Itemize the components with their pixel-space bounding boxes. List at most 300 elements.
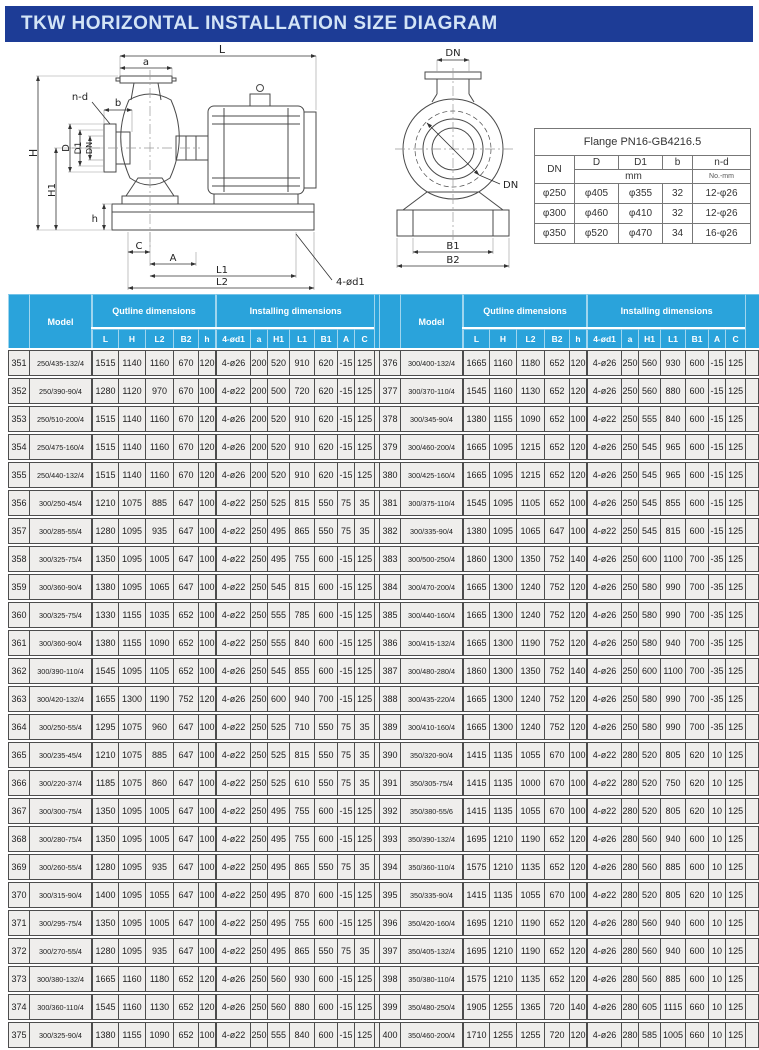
table-row: [8, 350, 383, 376]
value-cell: 670: [173, 434, 198, 460]
table-row: [379, 1022, 759, 1048]
value-cell: 1240: [516, 602, 544, 628]
value-cell: 100: [198, 882, 215, 908]
value-cell: 545: [267, 574, 289, 600]
value-cell: 1095: [118, 854, 145, 880]
row-number: 377: [379, 378, 400, 404]
value-cell: 250: [250, 826, 267, 852]
value-cell: 1665: [462, 434, 489, 460]
flange-unit-nd: No.-mm: [693, 170, 751, 184]
value-cell: 1545: [462, 378, 489, 404]
value-cell: -15: [708, 350, 725, 376]
value-cell: 495: [267, 546, 289, 572]
flange-spec-table: [534, 128, 751, 244]
value-cell: 1350: [91, 798, 118, 824]
value-cell: 1240: [516, 574, 544, 600]
value-cell: 4-ø26: [586, 574, 621, 600]
value-cell: 100: [198, 1022, 215, 1048]
value-cell: 1515: [91, 434, 118, 460]
value-cell: -15: [337, 966, 354, 992]
installing-dimensions-header: Installing dimensions: [215, 294, 374, 327]
dim-label-L2: L2: [216, 277, 228, 288]
value-cell: 555: [267, 630, 289, 656]
flange-cell: φ520: [575, 224, 619, 244]
value-cell: 1710: [462, 1022, 489, 1048]
value-cell: 525: [267, 742, 289, 768]
value-cell: 250: [621, 518, 638, 544]
value-cell: 120: [198, 406, 215, 432]
value-cell: 520: [267, 434, 289, 460]
value-cell: 100: [198, 854, 215, 880]
value-cell: 120: [569, 910, 586, 936]
value-cell: 560: [638, 826, 660, 852]
value-cell: 652: [544, 462, 569, 488]
value-cell: 75: [337, 518, 354, 544]
row-number: 394: [379, 854, 400, 880]
value-cell: 120: [198, 350, 215, 376]
value-cell: 600: [685, 434, 708, 460]
spacer-cell: [745, 798, 759, 824]
value-cell: -15: [337, 994, 354, 1020]
row-number: 371: [8, 910, 29, 936]
value-cell: 4-ø26: [586, 490, 621, 516]
flange-cell: 16-φ26: [693, 224, 751, 244]
value-cell: 1295: [91, 714, 118, 740]
value-cell: 670: [173, 350, 198, 376]
value-cell: 647: [173, 742, 198, 768]
row-number: 393: [379, 826, 400, 852]
value-cell: 1095: [118, 658, 145, 684]
value-cell: 120: [198, 434, 215, 460]
value-cell: 1665: [462, 630, 489, 656]
model-cell: 300/220-37/4: [29, 770, 91, 796]
value-cell: 35: [354, 714, 374, 740]
value-cell: 647: [173, 882, 198, 908]
value-cell: 1160: [489, 350, 516, 376]
value-cell: 1130: [145, 994, 173, 1020]
table-row: [379, 490, 759, 516]
value-cell: 560: [638, 910, 660, 936]
column-header: A: [708, 329, 725, 348]
model-cell: 300/435-220/4: [400, 686, 462, 712]
value-cell: 250: [621, 350, 638, 376]
value-cell: 1095: [489, 462, 516, 488]
value-cell: 885: [145, 742, 173, 768]
value-cell: 1350: [91, 910, 118, 936]
value-cell: 647: [544, 518, 569, 544]
value-cell: 755: [289, 826, 314, 852]
value-cell: 495: [267, 910, 289, 936]
dim-label-h: h: [91, 214, 98, 225]
model-cell: 300/380-132/4: [29, 966, 91, 992]
model-cell: 300/235-45/4: [29, 742, 91, 768]
value-cell: 755: [289, 546, 314, 572]
model-cell: 300/400-132/4: [400, 350, 462, 376]
column-header: L1: [289, 329, 314, 348]
value-cell: 280: [621, 826, 638, 852]
value-cell: 75: [337, 770, 354, 796]
value-cell: 10: [708, 938, 725, 964]
value-cell: 280: [621, 1022, 638, 1048]
value-cell: 125: [725, 966, 745, 992]
value-cell: 125: [354, 1022, 374, 1048]
dim-label-DN-top: DN: [445, 48, 461, 59]
model-cell: 300/390-110/4: [29, 658, 91, 684]
value-cell: 100: [198, 490, 215, 516]
value-cell: 652: [544, 966, 569, 992]
value-cell: 1160: [145, 434, 173, 460]
flange-cell: 12-φ26: [693, 204, 751, 224]
table-row: [8, 938, 383, 964]
table-row: [379, 742, 759, 768]
value-cell: 1380: [91, 630, 118, 656]
value-cell: -35: [708, 714, 725, 740]
value-cell: 1095: [118, 882, 145, 908]
value-cell: 652: [544, 406, 569, 432]
value-cell: 250: [621, 546, 638, 572]
value-cell: 4-ø26: [215, 406, 250, 432]
value-cell: 647: [173, 910, 198, 936]
value-cell: 1575: [462, 854, 489, 880]
flange-col-d1: D1: [619, 156, 663, 170]
value-cell: 620: [685, 798, 708, 824]
value-cell: -15: [708, 518, 725, 544]
row-number: 380: [379, 462, 400, 488]
value-cell: 1545: [91, 994, 118, 1020]
value-cell: 280: [621, 798, 638, 824]
value-cell: 1140: [118, 406, 145, 432]
value-cell: 1210: [489, 966, 516, 992]
model-cell: 300/325-90/4: [29, 1022, 91, 1048]
value-cell: 495: [267, 938, 289, 964]
value-cell: 120: [569, 378, 586, 404]
value-cell: 1860: [462, 658, 489, 684]
column-header: h: [569, 329, 586, 348]
value-cell: 250: [250, 938, 267, 964]
value-cell: 865: [289, 854, 314, 880]
value-cell: 125: [725, 742, 745, 768]
value-cell: 1515: [91, 406, 118, 432]
value-cell: 4-ø22: [586, 518, 621, 544]
value-cell: 965: [660, 434, 685, 460]
table-row: [379, 574, 759, 600]
model-cell: 300/360-90/4: [29, 630, 91, 656]
page-title: TKW HORIZONTAL INSTALLATION SIZE DIAGRAM: [5, 6, 753, 42]
model-cell: 300/360-110/4: [29, 994, 91, 1020]
value-cell: 120: [569, 574, 586, 600]
model-cell: 300/345-90/4: [400, 406, 462, 432]
column-header: L2: [516, 329, 544, 348]
value-cell: 1090: [516, 406, 544, 432]
value-cell: 755: [289, 910, 314, 936]
value-cell: 125: [354, 882, 374, 908]
value-cell: 652: [173, 658, 198, 684]
value-cell: -15: [708, 378, 725, 404]
value-cell: 550: [314, 714, 337, 740]
value-cell: 1035: [145, 602, 173, 628]
value-cell: -15: [708, 490, 725, 516]
value-cell: 250: [250, 546, 267, 572]
value-cell: 250: [250, 994, 267, 1020]
value-cell: 125: [354, 686, 374, 712]
model-cell: 300/335-90/4: [400, 518, 462, 544]
model-cell: 350/405-132/4: [400, 938, 462, 964]
table-row: [379, 658, 759, 684]
column-header: L2: [145, 329, 173, 348]
value-cell: 1655: [91, 686, 118, 712]
value-cell: 120: [569, 462, 586, 488]
dim-label-DN-front: DN: [503, 180, 519, 191]
value-cell: 520: [638, 742, 660, 768]
value-cell: 120: [569, 826, 586, 852]
table-row: [8, 994, 383, 1020]
row-number: 386: [379, 630, 400, 656]
value-cell: 855: [660, 490, 685, 516]
value-cell: 280: [621, 742, 638, 768]
value-cell: 100: [198, 378, 215, 404]
value-cell: 250: [250, 658, 267, 684]
value-cell: 1330: [91, 602, 118, 628]
value-cell: 75: [337, 854, 354, 880]
value-cell: 752: [544, 546, 569, 572]
value-cell: 652: [173, 966, 198, 992]
value-cell: 700: [685, 630, 708, 656]
value-cell: 700: [685, 574, 708, 600]
dimension-table-right: [379, 292, 759, 1050]
column-header: B1: [314, 329, 337, 348]
model-cell: 300/415-132/4: [400, 630, 462, 656]
row-number: 358: [8, 546, 29, 572]
table-row: [379, 378, 759, 404]
value-cell: 880: [289, 994, 314, 1020]
table-row: [379, 546, 759, 572]
value-cell: -35: [708, 686, 725, 712]
value-cell: 4-ø22: [215, 854, 250, 880]
value-cell: 125: [725, 434, 745, 460]
value-cell: 610: [289, 770, 314, 796]
value-cell: 647: [173, 546, 198, 572]
value-cell: 1300: [489, 630, 516, 656]
value-cell: 652: [544, 938, 569, 964]
model-cell: 300/325-75/4: [29, 546, 91, 572]
value-cell: 495: [267, 882, 289, 908]
value-cell: 855: [289, 658, 314, 684]
table-row: [379, 910, 759, 936]
value-cell: 970: [145, 378, 173, 404]
table-row: [379, 462, 759, 488]
value-cell: 990: [660, 602, 685, 628]
value-cell: 100: [198, 630, 215, 656]
model-cell: 300/270-55/4: [29, 938, 91, 964]
spacer-cell: [745, 714, 759, 740]
value-cell: 1095: [118, 574, 145, 600]
model-cell: 350/390-132/4: [400, 826, 462, 852]
value-cell: 4-ø22: [215, 798, 250, 824]
spacer-cell: [745, 1022, 759, 1048]
value-cell: 4-ø22: [215, 546, 250, 572]
value-cell: 940: [660, 910, 685, 936]
flange-cell: 34: [663, 224, 693, 244]
value-cell: 647: [173, 826, 198, 852]
value-cell: 670: [544, 798, 569, 824]
value-cell: 647: [173, 490, 198, 516]
value-cell: 652: [544, 434, 569, 460]
value-cell: 1300: [489, 714, 516, 740]
row-number: 351: [8, 350, 29, 376]
value-cell: 120: [569, 854, 586, 880]
model-cell: 250/510-200/4: [29, 406, 91, 432]
value-cell: 580: [638, 574, 660, 600]
spacer-cell: [745, 350, 759, 376]
value-cell: 520: [638, 770, 660, 796]
value-cell: 700: [685, 546, 708, 572]
value-cell: 652: [173, 1022, 198, 1048]
value-cell: 4-ø26: [586, 686, 621, 712]
value-cell: 4-ø26: [586, 658, 621, 684]
value-cell: -15: [337, 406, 354, 432]
flange-col-d: D: [575, 156, 619, 170]
row-number: 367: [8, 798, 29, 824]
value-cell: -15: [337, 882, 354, 908]
value-cell: 860: [145, 770, 173, 796]
value-cell: 560: [638, 350, 660, 376]
value-cell: 555: [638, 406, 660, 432]
value-cell: 280: [621, 966, 638, 992]
value-cell: 1120: [118, 378, 145, 404]
value-cell: 700: [685, 658, 708, 684]
value-cell: 4-ø22: [586, 406, 621, 432]
value-cell: 1005: [145, 826, 173, 852]
value-cell: 280: [621, 770, 638, 796]
value-cell: 1210: [91, 742, 118, 768]
value-cell: 805: [660, 798, 685, 824]
value-cell: 250: [250, 630, 267, 656]
value-cell: 520: [267, 462, 289, 488]
value-cell: 1380: [91, 1022, 118, 1048]
value-cell: 125: [354, 434, 374, 460]
value-cell: 120: [569, 966, 586, 992]
model-cell: 250/440-132/4: [29, 462, 91, 488]
value-cell: 600: [314, 658, 337, 684]
value-cell: 1160: [118, 994, 145, 1020]
value-cell: 652: [173, 630, 198, 656]
value-cell: 1280: [91, 518, 118, 544]
value-cell: 10: [708, 770, 725, 796]
row-number: 398: [379, 966, 400, 992]
value-cell: 620: [314, 434, 337, 460]
value-cell: 125: [725, 910, 745, 936]
value-cell: 580: [638, 630, 660, 656]
value-cell: 1095: [118, 798, 145, 824]
value-cell: 75: [337, 742, 354, 768]
value-cell: 1665: [462, 602, 489, 628]
value-cell: 125: [725, 490, 745, 516]
model-cell: 250/390-90/4: [29, 378, 91, 404]
dim-label-C: C: [135, 241, 143, 252]
value-cell: 580: [638, 602, 660, 628]
row-number: 400: [379, 1022, 400, 1048]
table-row: [8, 770, 383, 796]
dim-label-n-d: n-d: [71, 92, 89, 103]
value-cell: 250: [250, 742, 267, 768]
value-cell: 752: [544, 602, 569, 628]
column-header: h: [198, 329, 215, 348]
value-cell: 100: [569, 770, 586, 796]
spacer-cell: [745, 574, 759, 600]
table-row: [379, 826, 759, 852]
table-row: [379, 882, 759, 908]
value-cell: 1190: [516, 938, 544, 964]
value-cell: 785: [289, 602, 314, 628]
value-cell: 600: [685, 490, 708, 516]
value-cell: -15: [337, 350, 354, 376]
value-cell: 930: [289, 966, 314, 992]
value-cell: 120: [569, 1022, 586, 1048]
value-cell: 125: [354, 630, 374, 656]
value-cell: 4-ø26: [215, 686, 250, 712]
value-cell: 752: [544, 686, 569, 712]
row-number-header: [8, 294, 29, 348]
value-cell: 870: [289, 882, 314, 908]
value-cell: 1545: [91, 658, 118, 684]
model-cell: 300/375-110/4: [400, 490, 462, 516]
value-cell: 125: [354, 798, 374, 824]
value-cell: 550: [314, 490, 337, 516]
value-cell: 620: [685, 770, 708, 796]
value-cell: 1240: [516, 714, 544, 740]
value-cell: 4-ø26: [215, 434, 250, 460]
value-cell: 200: [250, 378, 267, 404]
installing-dimensions-header: Installing dimensions: [586, 294, 745, 327]
value-cell: 250: [250, 518, 267, 544]
value-cell: 647: [173, 770, 198, 796]
value-cell: 910: [289, 406, 314, 432]
value-cell: 620: [314, 462, 337, 488]
value-cell: 100: [569, 742, 586, 768]
value-cell: 940: [660, 938, 685, 964]
value-cell: 1155: [118, 1022, 145, 1048]
value-cell: 4-ø22: [215, 378, 250, 404]
value-cell: 520: [638, 798, 660, 824]
flange-unit-mm: mm: [575, 170, 693, 184]
value-cell: 250: [250, 910, 267, 936]
model-cell: 350/380-110/4: [400, 966, 462, 992]
value-cell: 1280: [91, 938, 118, 964]
dim-label-L1: L1: [216, 265, 228, 276]
value-cell: 125: [354, 574, 374, 600]
value-cell: 120: [198, 994, 215, 1020]
value-cell: 120: [569, 350, 586, 376]
value-cell: 600: [685, 378, 708, 404]
value-cell: 652: [544, 350, 569, 376]
value-cell: 585: [638, 1022, 660, 1048]
value-cell: 560: [638, 966, 660, 992]
flange-row: [535, 184, 751, 204]
value-cell: 1215: [516, 462, 544, 488]
value-cell: 1215: [516, 434, 544, 460]
spacer-cell: [745, 966, 759, 992]
value-cell: 600: [685, 966, 708, 992]
value-cell: 125: [354, 602, 374, 628]
value-cell: 545: [638, 490, 660, 516]
model-cell: 350/320-90/4: [400, 742, 462, 768]
value-cell: 1160: [145, 350, 173, 376]
value-cell: 600: [314, 994, 337, 1020]
value-cell: 4-ø26: [215, 462, 250, 488]
value-cell: 1005: [145, 910, 173, 936]
column-header: L: [462, 329, 489, 348]
value-cell: 1210: [489, 938, 516, 964]
